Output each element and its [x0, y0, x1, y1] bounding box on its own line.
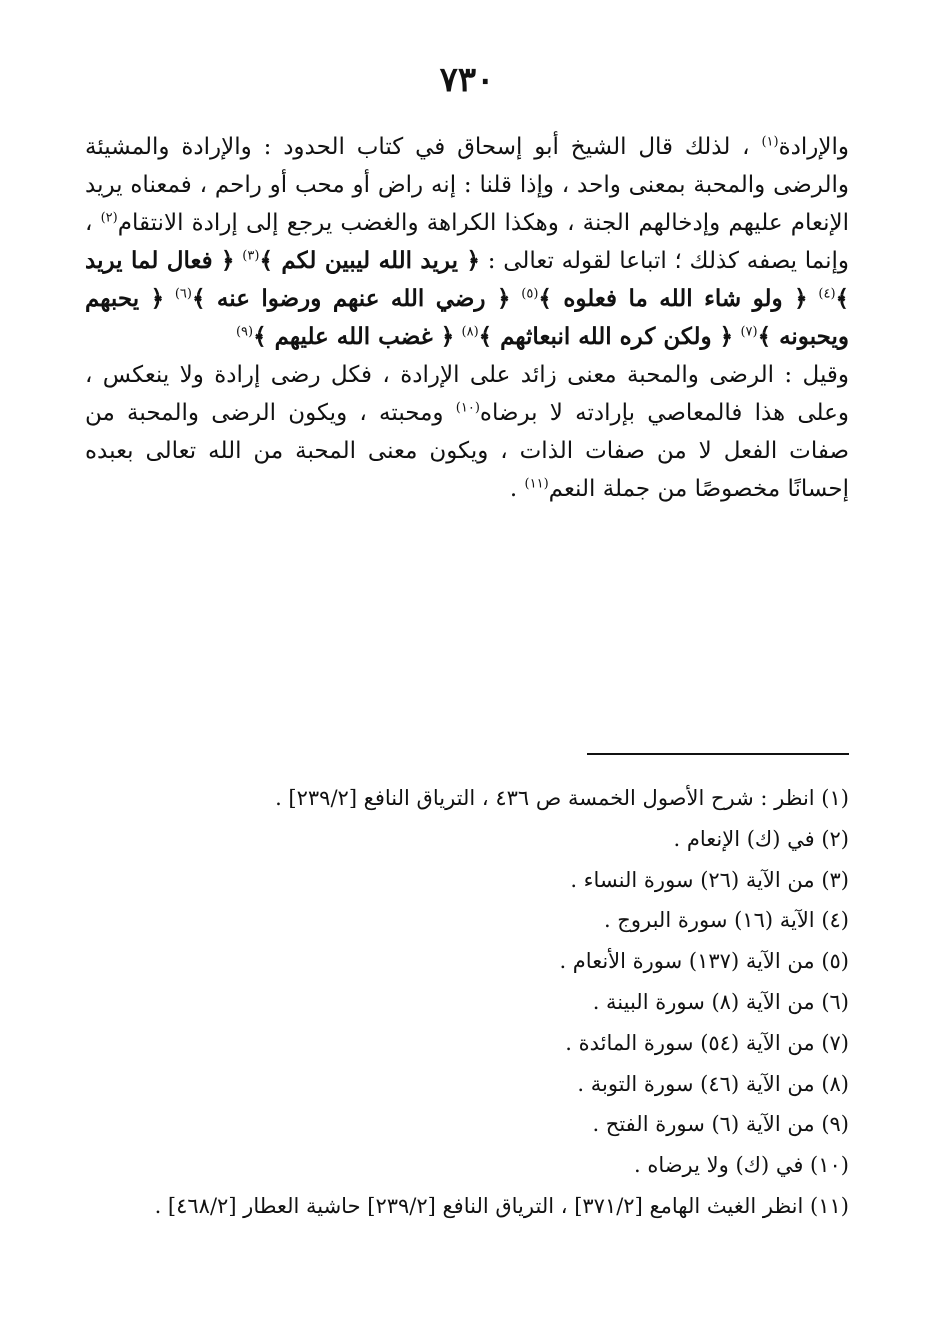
footnote-10: (١٠) في (ك) ولا يرضاه . — [633, 1153, 849, 1178]
quran-quote: ﴿ رضي الله عنهم ورضوا عنه ﴾ — [191, 285, 511, 312]
text-run: والإرادة — [778, 134, 849, 160]
footnote-3: (٣) من الآية (٢٦) سورة النساء . — [570, 867, 849, 892]
footnote-ref: (١١) — [524, 476, 549, 492]
footnote-6: (٦) من الآية (٨) سورة البينة . — [592, 989, 849, 1014]
paragraph — [85, 128, 849, 356]
text-run — [164, 286, 175, 312]
text-run — [454, 324, 461, 350]
quran-quote: ﴿ ولو شاء الله ما فعلوه ﴾ — [538, 285, 808, 312]
quran-quote: ﴿ غضب الله عليهم ﴾ — [253, 323, 455, 350]
footnote-7: (٧) من الآية (٥٤) سورة المائدة . — [565, 1030, 849, 1055]
quran-quote: ﴿ يريد الله ليبين لكم ﴾ — [259, 247, 480, 274]
footnote-ref: (١٠) — [455, 400, 480, 416]
footnote-ref: (٧) — [740, 324, 758, 340]
footnote-4: (٤) الآية (١٦) سورة البروج . — [603, 908, 849, 933]
text-run — [808, 286, 819, 312]
text-run: . — [509, 476, 525, 502]
page-number: ٧٣٠ — [439, 60, 495, 100]
paragraph — [85, 356, 849, 508]
footnotes-list — [69, 778, 849, 1227]
footnote-ref: (٤) — [818, 286, 836, 302]
footnote-ref: (٩) — [235, 324, 254, 340]
footnote-ref: (٥) — [521, 286, 539, 302]
text-run: ، وإنما يصفه كذلك ؛ اتباعا لقوله تعالى : — [85, 210, 850, 274]
footnote-5: (٥) من الآية (١٣٧) سورة الأنعام . — [559, 949, 849, 974]
footnote-ref: (١) — [761, 134, 779, 150]
quran-quote: ﴿ فعال لما يريد ﴾ — [85, 247, 849, 312]
main-text — [85, 128, 849, 508]
footnote-ref: (٨) — [461, 324, 479, 340]
footnote-2: (٢) في (ك) الإنعام . — [673, 826, 849, 851]
footnote-ref: (٦) — [174, 286, 192, 302]
footnote-ref: (٢) — [100, 210, 118, 226]
footnote-divider — [587, 753, 849, 755]
text-run: ، لذلك قال الشيخ أبو إسحاق في كتاب الحدود : والإرادة والمشيئة والرضى والمحبة بمعنى واحد ، وإذا قلنا : إنه راض أو محب أو راحم ، فمعناه يريد الإنعام عليهم وإدخالهم الجنة ، وهكذا الكراهة والغضب يرجع إلى إرادة الانتقام — [85, 134, 849, 236]
footnote-8: (٨) من الآية (٤٦) سورة التوبة . — [577, 1071, 849, 1096]
text-run: ومحبته ، ويكون الرضى والمحبة من صفات الفعل لا من صفات الذات ، ويكون معنى المحبة من الله تعالى بعبده إحسانًا مخصوصًا من جملة النعم — [85, 400, 849, 502]
footnote-9: (٩) من الآية (٦) سورة الفتح . — [592, 1112, 849, 1137]
quran-quote: ﴿ ولكن كره الله انبعاثهم ﴾ — [478, 323, 734, 350]
text-run — [510, 286, 521, 312]
footnote-ref: (٣) — [242, 248, 260, 264]
text-run: وقيل : الرضى والمحبة معنى زائد على الإرادة ، فكل رضى إرادة ولا ينعكس ، وعلى هذا فالمعاصي بإرادته لا برضاه — [85, 362, 849, 426]
footnote-11: (١١) انظر الغيث الهامع [٣٧١/٢] ، الترياق النافع [٢٣٩/٢] حاشية العطار [٤٦٨/٢] . — [154, 1193, 849, 1218]
quran-quote: ﴿ يحبهم ويحبونه ﴾ — [85, 285, 849, 350]
footnote-1: (١) انظر : شرح الأصول الخمسة ص ٤٣٦ ، الترياق النافع [٢٣٩/٢] . — [275, 786, 849, 810]
